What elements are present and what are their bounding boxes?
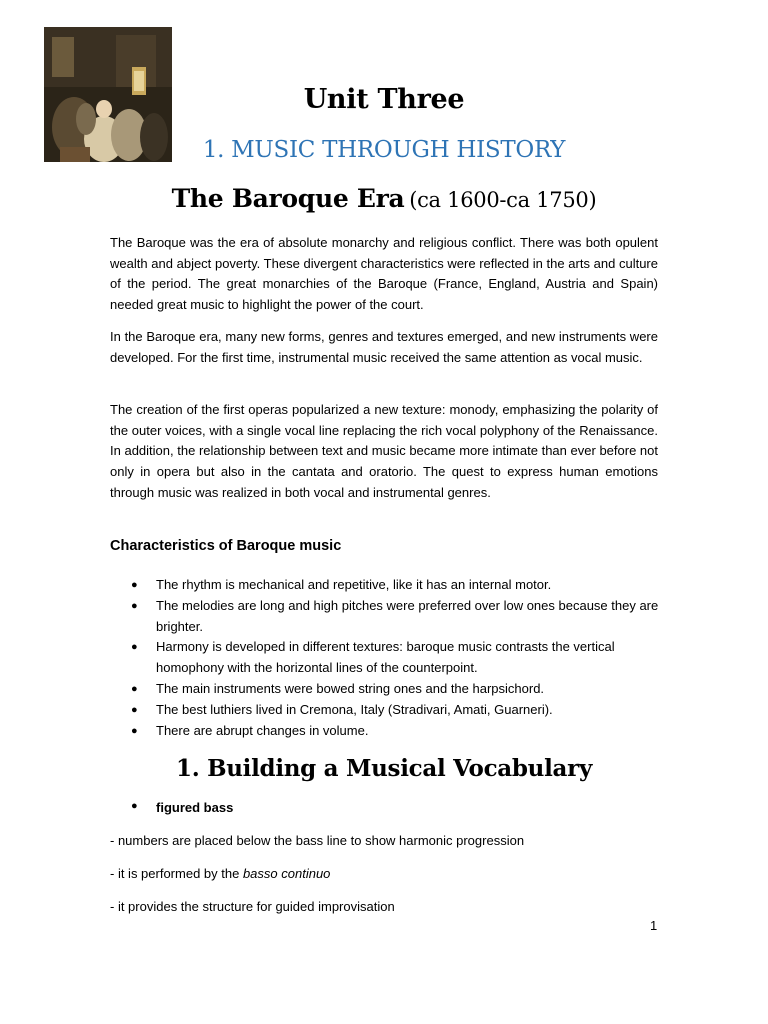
list-item: ● Harmony is developed in different textures: baroque music contrasts the vertical homophony with the horizontal lines of the counterpoint. (131, 637, 661, 679)
section-title: 1. MUSIC THROUGH HISTORY (202, 137, 566, 163)
vocabulary-line-2-prefix: - it is performed by the (110, 866, 243, 881)
characteristics-heading: Characteristics of Baroque music (110, 538, 342, 554)
paragraph-3: The creation of the first operas popularized a new texture: monody, emphasizing the polarity of the outer voices, with a single vocal line replacing the rich vocal polyphony of the Renaissance. In addition, the relationship between text and music became more intimate than ever before not only in opera but also in the cantata and oratorio. The quest to express human emotions through music was realized in both vocal and instrumental genres. (110, 402, 658, 500)
list-item: ● There are abrupt changes in volume. (131, 721, 661, 742)
vocabulary-heading: 1. Building a Musical Vocabulary (175, 755, 593, 782)
characteristics-list (131, 575, 661, 741)
era-title-main: The Baroque Era (171, 184, 405, 213)
basso-continuo-term: basso continuo (242, 866, 331, 881)
paragraph-1: The Baroque was the era of absolute monarchy and religious conflict. There was both opulent wealth and abject poverty. These divergent characteristics were reflected in the arts and culture of the period. The great monarchies of the Baroque (France, England, Austria and Spain) needed great music to highlight the power of the court. (110, 235, 658, 313)
vocabulary-line-2 (110, 866, 330, 881)
unit-title: Unit Three (303, 84, 465, 115)
era-title-dates: (ca 1600-ca 1750) (409, 188, 597, 212)
list-item: ● The main instruments were bowed string ones and the harpsichord. (131, 679, 661, 700)
era-title (0, 184, 768, 213)
list-item: ● The best luthiers lived in Cremona, Italy (Stradivari, Amati, Guarneri). (131, 700, 661, 721)
vocabulary-line-1: - numbers are placed below the bass line to show harmonic progression (110, 833, 525, 848)
vocabulary-line-3: - it provides the structure for guided improvisation (110, 899, 395, 914)
list-item: ● The rhythm is mechanical and repetitive, like it has an internal motor. (131, 575, 661, 596)
paragraph-2: In the Baroque era, many new forms, genres and textures emerged, and new instruments were developed. For the first time, instrumental music received the same attention as vocal music. (110, 329, 658, 365)
vocabulary-term: ● figured bass (131, 800, 233, 815)
page-number: 1 (650, 918, 658, 933)
list-item: ● The melodies are long and high pitches were preferred over low ones because they are brighter. (131, 596, 661, 638)
